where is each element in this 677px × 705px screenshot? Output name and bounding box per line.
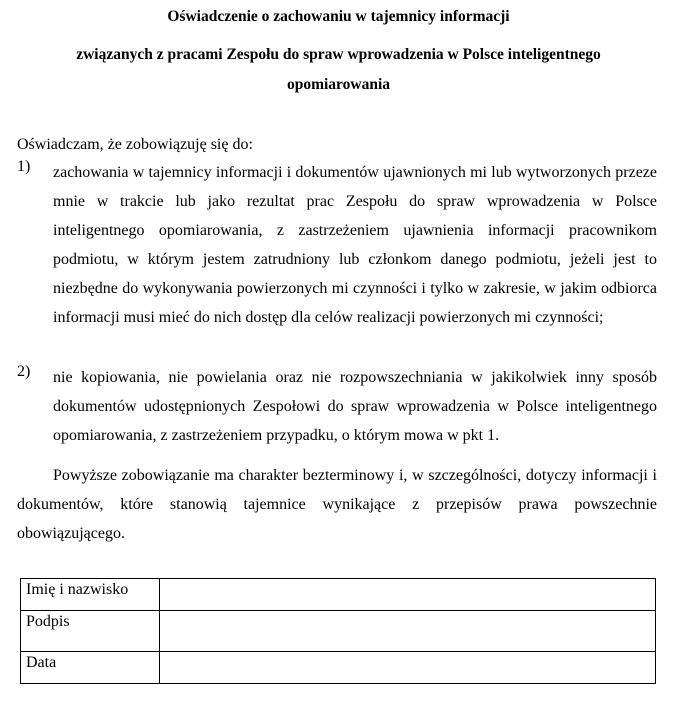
document-title-line-3: opomiarowania — [286, 76, 391, 93]
table-row — [21, 652, 656, 684]
list-item-text: nie kopiowania, nie powielania oraz nie rozpowszechniania w jakikolwiek inny sposób dokumentów udostępnionych Zespołowi do spraw wprowadzenia w Polsce inteligentnego opomiarowania, z zastrzeżeniem przypadku, o którym mowa w pkt 1. — [53, 369, 657, 444]
date-label: Data — [21, 652, 160, 684]
table-row — [21, 611, 656, 652]
name-field[interactable] — [160, 579, 656, 611]
table-row — [21, 579, 656, 611]
signature-label: Podpis — [21, 611, 160, 652]
list-item-text: zachowania w tajemnicy informacji i dokumentów ujawnionych mi lub wytworzonych przeze mnie w trakcie lub jako rezultat prac Zespołu do spraw wprowadzenia w Polsce inteligentnego opomiarowania, z zastrzeżeniem ujawnienia informacji pracownikom podmiotu, w którym jestem zatrudniony lub członkom danego podmiotu, jeżeli jest to niezbędne do wykonywania powierzonych mi czynności i tylko w zakresie, w jakim odbiorca informacji musi mieć do nich dostęp dla celów realizacji powierzonych mi czynności; — [53, 164, 657, 326]
closing-paragraph: Powyższe zobowiązanie ma charakter bezterminowy i, w szczególności, dotyczy informacji i dokumentów, które stanowią tajemnice wynikające z przepisów prawa powszechnie obowiązującego. — [17, 467, 657, 542]
list-item-number: 1) — [17, 158, 31, 175]
signature-table — [20, 578, 656, 684]
document-title-line-2: związanych z pracami Zespołu do spraw wprowadzenia w Polsce inteligentnego — [76, 46, 601, 63]
date-field[interactable] — [160, 652, 656, 684]
intro-statement: Oświadczam, że zobowiązuję się do: — [17, 136, 253, 153]
list-item-number: 2) — [17, 363, 31, 380]
name-label: Imię i nazwisko — [21, 579, 160, 611]
signature-field[interactable] — [160, 611, 656, 652]
document-title-line-1: Oświadczenie o zachowaniu w tajemnicy informacji — [167, 8, 510, 25]
